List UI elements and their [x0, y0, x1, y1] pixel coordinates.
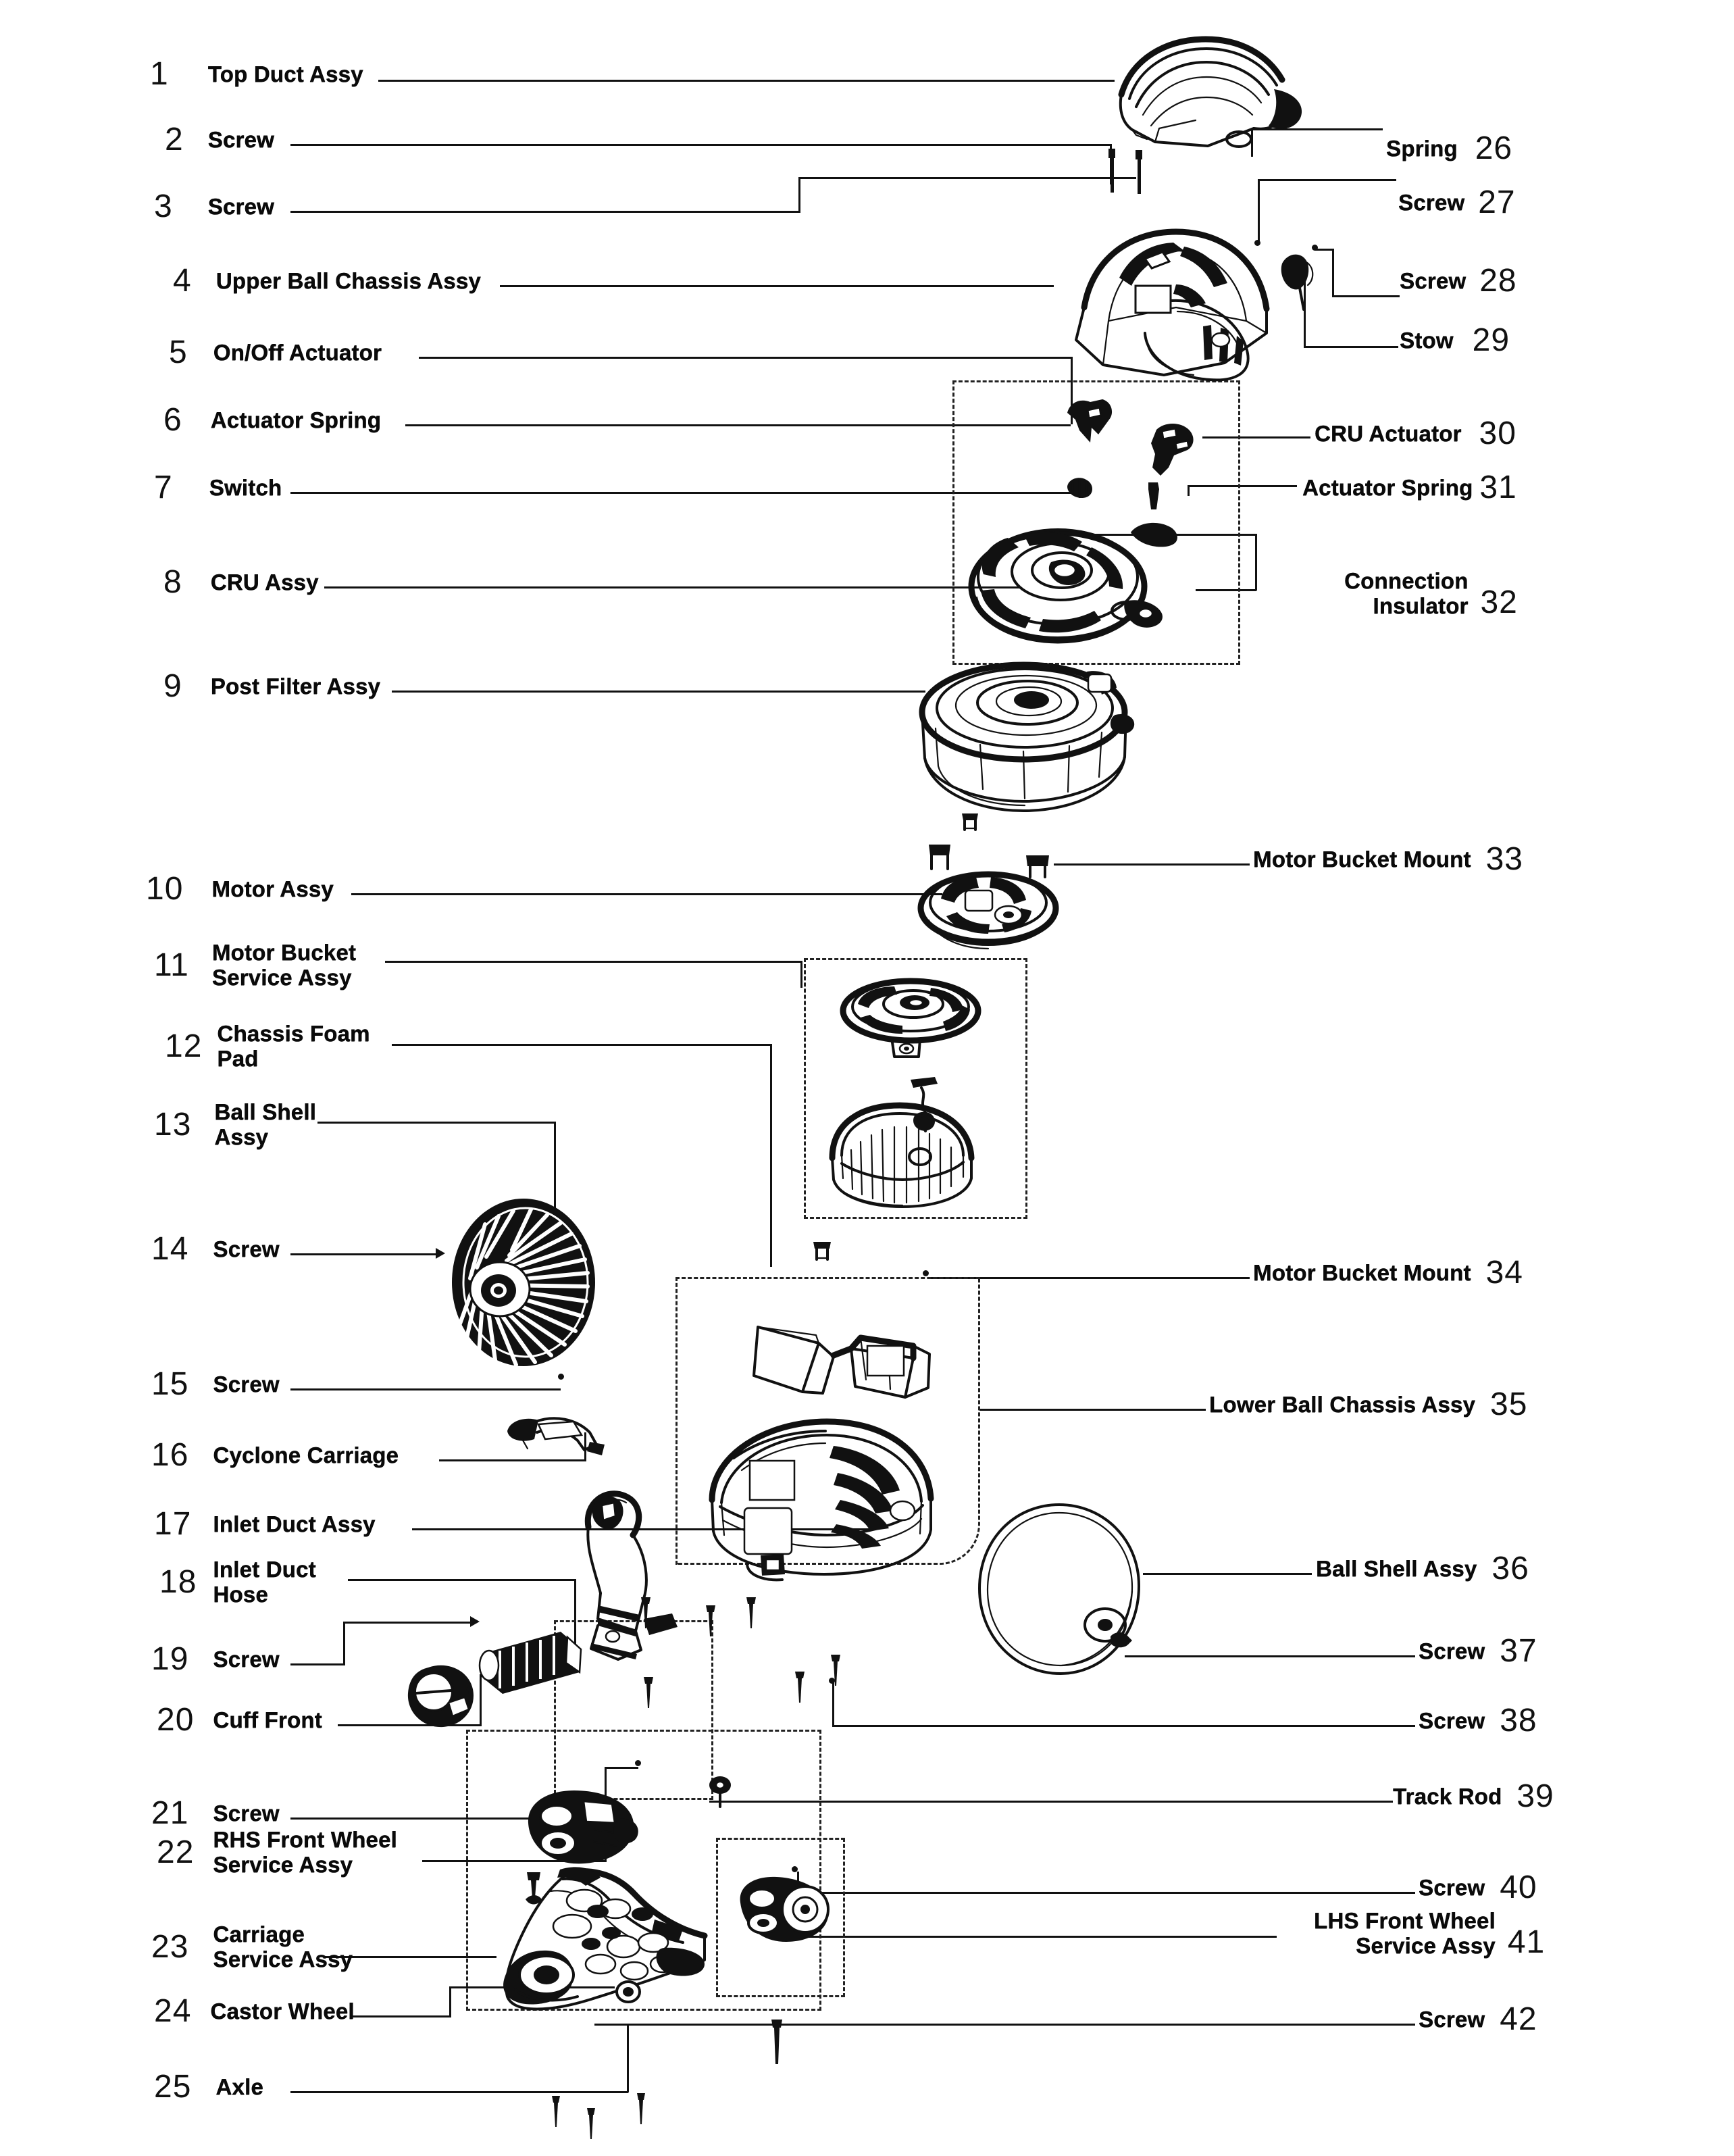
part-number-42: 42: [1500, 2001, 1537, 2037]
illustration-inlet-duct-hose: [466, 1618, 594, 1706]
callout-25[interactable]: [154, 2071, 263, 2103]
part-label-12: Chassis Foam Pad: [217, 1021, 370, 1071]
part-number-40: 40: [1500, 1870, 1537, 1905]
leader-dot-34: [923, 1270, 929, 1276]
leader-line-36: [1143, 1573, 1312, 1575]
part-number-21: 21: [151, 1795, 189, 1831]
illustration-screw-bottom-1: [549, 2095, 563, 2131]
part-label-7: Switch: [209, 474, 282, 500]
illustration-cyclone-carriage: [503, 1412, 611, 1466]
callout-28[interactable]: [1400, 265, 1517, 297]
part-label-38: Screw: [1419, 1707, 1485, 1733]
callout-5[interactable]: [169, 336, 382, 369]
leader-line-29b: [1304, 346, 1398, 348]
part-label-42: Screw: [1419, 2006, 1485, 2032]
leader-line-40a: [797, 1892, 1415, 1894]
part-label-22: RHS Front Wheel Service Assy: [213, 1827, 397, 1877]
callout-4[interactable]: [173, 265, 481, 297]
part-label-37: Screw: [1419, 1638, 1485, 1663]
illustration-screw-cluster-4: [640, 1674, 657, 1712]
illustration-cuff-front: [397, 1655, 485, 1736]
part-number-34: 34: [1485, 1255, 1523, 1290]
illustration-screw-cluster-2: [703, 1603, 719, 1640]
leader-arrow-14: [436, 1248, 445, 1259]
part-number-1: 1: [150, 56, 169, 92]
leader-line-3a: [290, 211, 798, 213]
illustration-motor-assy: [909, 835, 1084, 957]
leader-line-32b: [1255, 534, 1257, 591]
leader-line-27b: [1258, 179, 1396, 181]
part-number-2: 2: [165, 122, 184, 157]
leader-line-18a: [348, 1579, 574, 1581]
part-number-41: 41: [1507, 1924, 1546, 1960]
callout-31[interactable]: [1302, 472, 1517, 504]
part-number-39: 39: [1516, 1778, 1554, 1814]
illustration-screw-cluster-5: [792, 1669, 808, 1707]
part-number-5: 5: [169, 334, 188, 370]
part-number-38: 38: [1500, 1703, 1537, 1738]
leader-line-28a: [1332, 249, 1334, 297]
part-label-33: Motor Bucket Mount: [1253, 846, 1471, 872]
part-number-36: 36: [1491, 1551, 1529, 1586]
callout-3[interactable]: [154, 191, 274, 223]
callout-8[interactable]: [163, 566, 319, 599]
leader-line-5a: [419, 357, 1071, 359]
part-number-17: 17: [154, 1506, 192, 1542]
part-number-6: 6: [163, 402, 182, 438]
part-number-22: 22: [157, 1834, 195, 1870]
leader-line-12b: [770, 1044, 772, 1267]
leader-line-2a: [290, 144, 1110, 146]
part-label-18: Inlet Duct Hose: [213, 1557, 316, 1607]
part-number-12: 12: [165, 1028, 203, 1064]
leader-line-41: [804, 1936, 1277, 1938]
callout-39[interactable]: [1393, 1780, 1554, 1813]
callout-34[interactable]: [1253, 1257, 1523, 1289]
callout-23[interactable]: [151, 1922, 353, 1972]
leader-line-11b: [800, 961, 802, 988]
part-label-1: Top Duct Assy: [207, 61, 363, 86]
callout-30[interactable]: [1315, 418, 1516, 450]
leader-line-25a: [290, 2091, 628, 2093]
callout-38[interactable]: [1419, 1705, 1537, 1737]
part-number-26: 26: [1475, 130, 1513, 166]
part-number-29: 29: [1472, 322, 1510, 358]
callout-17[interactable]: [154, 1508, 376, 1540]
leader-line-11a: [385, 961, 800, 963]
callout-20[interactable]: [157, 1704, 322, 1736]
part-label-40: Screw: [1419, 1874, 1485, 1900]
part-number-7: 7: [154, 470, 173, 505]
part-number-13: 13: [154, 1106, 192, 1143]
callout-42[interactable]: [1419, 2003, 1537, 2036]
leader-line-19b: [343, 1622, 345, 1665]
part-label-21: Screw: [213, 1800, 280, 1826]
part-number-3: 3: [154, 189, 173, 224]
leader-line-42: [594, 2024, 1415, 2026]
part-label-24: Castor Wheel: [210, 1998, 355, 2024]
part-label-19: Screw: [213, 1646, 280, 1672]
part-number-8: 8: [163, 564, 182, 600]
part-number-37: 37: [1500, 1633, 1537, 1669]
part-label-39: Track Rod: [1393, 1783, 1502, 1809]
part-number-23: 23: [151, 1928, 189, 1965]
illustration-screw-bottom-2: [584, 2107, 598, 2143]
callout-6[interactable]: [163, 404, 381, 436]
callout-36[interactable]: [1316, 1553, 1529, 1585]
illustration-post-filter-assy: [915, 657, 1145, 819]
part-label-6: Actuator Spring: [210, 407, 382, 432]
part-label-26: Spring: [1386, 135, 1458, 161]
illustration-castor-wheel: [613, 1980, 643, 2004]
leader-line-8: [324, 586, 1023, 588]
illustration-actuator-spring-31: [1142, 480, 1166, 513]
part-label-34: Motor Bucket Mount: [1253, 1259, 1471, 1285]
illustration-lhs-front-wheel: [731, 1872, 839, 1953]
illustration-axle: [763, 2017, 790, 2071]
callout-27[interactable]: [1398, 186, 1516, 219]
illustration-motor-bucket-body: [819, 1074, 994, 1209]
leader-line-3c: [798, 177, 1136, 179]
illustration-fastener-d: [1108, 1630, 1135, 1650]
part-label-32: Connection Insulator: [1344, 568, 1469, 618]
part-label-4: Upper Ball Chassis Assy: [215, 268, 481, 293]
part-label-25: Axle: [215, 2074, 263, 2099]
callout-41[interactable]: [1314, 1909, 1545, 1959]
callout-16[interactable]: [151, 1439, 399, 1472]
leader-line-15: [290, 1388, 561, 1390]
callout-32[interactable]: [1344, 569, 1518, 619]
illustration-lower-chassis-flaps: [743, 1304, 946, 1405]
part-label-11: Motor Bucket Service Assy: [211, 940, 357, 990]
leader-line-10: [351, 893, 942, 895]
part-number-28: 28: [1479, 263, 1517, 299]
part-number-20: 20: [157, 1702, 195, 1738]
callout-21[interactable]: [151, 1797, 280, 1830]
illustration-fastener-b: [811, 1238, 834, 1262]
leader-line-3b: [798, 177, 800, 213]
callout-2[interactable]: [165, 124, 274, 156]
part-label-35: Lower Ball Chassis Assy: [1209, 1391, 1476, 1417]
illustration-ball-shell-fan: [446, 1195, 601, 1370]
part-label-2: Screw: [207, 126, 274, 152]
illustration-screw-cluster-6: [827, 1652, 844, 1690]
part-number-25: 25: [154, 2069, 192, 2105]
illustration-track-rod: [703, 1770, 743, 1811]
callout-15[interactable]: [151, 1368, 280, 1401]
part-label-28: Screw: [1400, 268, 1467, 293]
callout-40[interactable]: [1419, 1872, 1537, 1904]
illustration-screw-cluster-3: [743, 1595, 759, 1632]
leader-line-37: [1125, 1655, 1415, 1657]
callout-22[interactable]: [157, 1828, 397, 1878]
illustration-fastener-a: [959, 809, 981, 832]
callout-37[interactable]: [1419, 1635, 1537, 1668]
part-number-11: 11: [154, 947, 189, 983]
part-label-17: Inlet Duct Assy: [213, 1511, 376, 1536]
callout-13[interactable]: [154, 1100, 316, 1150]
part-number-14: 14: [151, 1231, 189, 1267]
illustration-motor-bucket-plate: [838, 973, 993, 1061]
part-label-3: Screw: [207, 193, 274, 219]
illustration-screw-cluster-1: [638, 1595, 654, 1632]
leader-line-24a: [351, 2015, 449, 2017]
illustration-carriage-service-assy: [490, 1861, 733, 2017]
illustration-upper-ball-chassis: [1044, 220, 1307, 388]
illustration-screw-2: [1105, 149, 1120, 196]
callout-10[interactable]: [146, 873, 334, 905]
part-label-15: Screw: [213, 1371, 280, 1397]
callout-18[interactable]: [159, 1557, 316, 1607]
part-number-16: 16: [151, 1437, 189, 1473]
leader-line-28b: [1332, 295, 1400, 297]
callout-7[interactable]: [154, 472, 282, 504]
part-number-27: 27: [1478, 184, 1516, 220]
part-label-5: On/Off Actuator: [213, 339, 382, 365]
callout-11[interactable]: [154, 941, 356, 991]
illustration-screw-3: [1132, 150, 1147, 197]
leader-line-19a: [290, 1663, 345, 1665]
leader-line-9: [392, 691, 925, 693]
part-label-16: Cyclone Carriage: [213, 1442, 399, 1468]
leader-dot-15: [558, 1374, 564, 1380]
illustration-top-duct-assy: [1094, 27, 1310, 155]
part-label-8: CRU Assy: [210, 569, 319, 595]
callout-12[interactable]: [165, 1022, 370, 1072]
callout-35[interactable]: [1209, 1388, 1527, 1421]
part-number-10: 10: [146, 871, 184, 907]
leader-line-4: [500, 285, 1054, 287]
part-number-4: 4: [173, 263, 192, 299]
part-number-24: 24: [154, 1993, 192, 2029]
part-label-9: Post Filter Assy: [210, 673, 381, 699]
leader-line-25b: [627, 2024, 629, 2092]
illustration-stow: [1277, 250, 1324, 311]
illustration-lower-chassis-body: [696, 1405, 946, 1581]
part-label-36: Ball Shell Assy: [1316, 1555, 1477, 1581]
callout-33[interactable]: [1253, 843, 1523, 876]
illustration-screw-bottom-3: [634, 2092, 648, 2128]
part-number-19: 19: [151, 1641, 189, 1677]
callout-24[interactable]: [154, 1995, 355, 2028]
illustration-cru-actuator: [1142, 419, 1202, 486]
illustration-on-off-actuator: [1061, 395, 1121, 456]
part-number-32: 32: [1480, 584, 1518, 620]
leader-line-19c: [343, 1622, 471, 1624]
part-label-31: Actuator Spring: [1302, 474, 1473, 500]
callout-29[interactable]: [1400, 324, 1510, 357]
part-number-31: 31: [1479, 470, 1517, 505]
leader-line-38a: [832, 1725, 1415, 1727]
leader-line-24b: [449, 1986, 451, 2017]
part-number-35: 35: [1490, 1386, 1528, 1422]
illustration-ball-shell-assy-36: [973, 1497, 1155, 1686]
leader-line-13a: [317, 1122, 554, 1124]
leader-line-35: [979, 1409, 1206, 1411]
callout-9[interactable]: [163, 670, 380, 703]
part-label-14: Screw: [213, 1236, 280, 1261]
part-label-27: Screw: [1398, 189, 1465, 215]
callout-19[interactable]: [151, 1643, 280, 1676]
part-label-29: Stow: [1400, 327, 1454, 353]
part-number-30: 30: [1479, 416, 1516, 451]
part-label-20: Cuff Front: [213, 1707, 322, 1732]
leader-line-12a: [392, 1044, 770, 1046]
part-label-41: LHS Front Wheel Service Assy: [1314, 1908, 1496, 1958]
illustration-actuator-spring-6: [1065, 473, 1098, 503]
part-number-33: 33: [1485, 841, 1523, 877]
leader-line-1: [378, 80, 1115, 82]
part-label-10: Motor Assy: [211, 876, 334, 901]
part-label-23: Carriage Service Assy: [213, 1922, 353, 1972]
part-label-30: CRU Actuator: [1315, 420, 1462, 446]
part-number-9: 9: [163, 668, 182, 704]
part-number-15: 15: [151, 1366, 189, 1402]
callout-26[interactable]: [1386, 132, 1512, 165]
part-number-18: 18: [159, 1563, 197, 1600]
leader-line-14: [290, 1253, 436, 1255]
part-label-13: Ball Shell Assy: [214, 1099, 316, 1149]
illustration-connection-insulator: [1128, 520, 1182, 550]
callout-1[interactable]: [150, 58, 363, 91]
callout-14[interactable]: [151, 1233, 280, 1265]
